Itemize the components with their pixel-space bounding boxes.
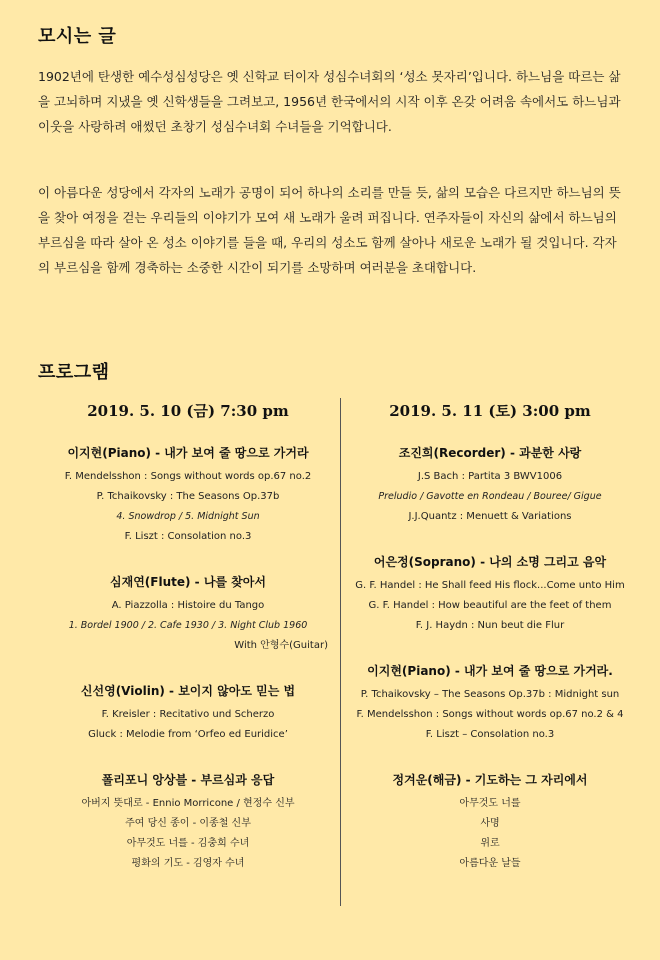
piece-line: G. F. Handel : He Shall feed His flock...Come unto Him (355, 580, 625, 591)
accompanist-line: With 안형수(Guitar) (234, 640, 328, 651)
piece-line: P. Tchaikovsky – The Seasons Op.37b : Midnight sun (360, 689, 620, 700)
piece-line: Gluck : Melodie from ‘Orfeo ed Euridice’ (88, 729, 288, 740)
day-1-date: 2019. 5. 10 (금) 7:30 pm (87, 402, 289, 420)
piece-line: 평화의 기도 - 김영자 수녀 (131, 858, 245, 869)
performance-block (38, 682, 338, 745)
performer-title: 이지현(Piano) - 내가 보여 줄 땅으로 가거라 (67, 446, 309, 460)
day-2-date: 2019. 5. 11 (토) 3:00 pm (389, 402, 591, 420)
invitation-paragraph-2: 이 아름다운 성당에서 각자의 노래가 공명이 되어 하나의 소리를 만들 듯, 삶의 모습은 다르지만 하느님의 뜻을 찾아 여정을 걷는 우리들의 이야기가 모여 새 노래가 울려 퍼집니다. 연주자들이 자신의 삶에서 하느님의 부르심을 따라 살아 온 성소 이야기를 들을 때, 우리의 성소도 함께 살아나 새로운 노래가 될 것입니다. 각자의 부르심을 함께 경축하는 소중한 시간이 되기를 소망하며 여러분을 초대합니다. (38, 185, 621, 275)
piece-line: F. J. Haydn : Nun beut die Flur (415, 620, 565, 631)
program-heading: 프로그램 (38, 362, 110, 383)
piece-line: J.J.Quantz : Menuett & Variations (408, 511, 572, 522)
performer-title: 심재연(Flute) - 나를 찾아서 (110, 575, 266, 589)
piece-line: 위로 (480, 838, 500, 849)
performer-title: 조진희(Recorder) - 과분한 사랑 (398, 446, 582, 460)
movement-line: 4. Snowdrop / 5. Midnight Sun (116, 511, 260, 522)
performance-block (340, 662, 640, 745)
performance-block (38, 573, 338, 656)
piece-line: F. Liszt – Consolation no.3 (425, 729, 555, 740)
piece-line: A. Piazzolla : Histoire du Tango (111, 600, 265, 611)
piece-line: F. Mendelsshon : Songs without words op.67 no.2 & 4 (356, 709, 624, 720)
piece-line: 아름다운 날들 (459, 858, 521, 869)
piece-line: G. F. Handel : How beautiful are the feet of them (368, 600, 612, 611)
performance-block (340, 553, 640, 636)
piece-line: 아버지 뜻대로 - Ennio Morricone / 현정수 신부 (81, 798, 295, 809)
movement-line: 1. Bordel 1900 / 2. Cafe 1930 / 3. Night Club 1960 (68, 620, 308, 631)
piece-line: 사명 (480, 818, 500, 829)
piece-line: F. Kreisler : Recitativo und Scherzo (101, 709, 275, 720)
program-day-2 (340, 398, 640, 900)
program-day-1 (38, 398, 338, 900)
piece-line: P. Tchaikovsky : The Seasons Op.37b (96, 491, 280, 502)
movement-line: Preludio / Gavotte en Rondeau / Bouree/ Gigue (378, 491, 602, 502)
performer-title: 정겨운(해금) - 기도하는 그 자리에서 (392, 773, 588, 787)
performer-title: 어은정(Soprano) - 나의 소명 그리고 음악 (373, 555, 607, 569)
invitation-paragraph-1: 1902년에 탄생한 예수성심성당은 옛 신학교 터이자 성심수녀회의 ‘성소 못자리’입니다. 하느님을 따르는 삶을 고뇌하며 지냈을 옛 신학생들을 그려보고, 1956년 한국에서의 시작 이후 온갖 어려움 속에서도 하느님과 이웃을 사랑하려 애썼던 초창기 성심수녀회 수녀들을 기억합니다. (38, 69, 621, 134)
piece-line: 주여 당신 종이 - 이종철 신부 (125, 818, 251, 829)
performer-title: 이지현(Piano) - 내가 보여 줄 땅으로 가거라. (367, 664, 613, 678)
piece-line: 아무것도 너를 - 김충희 수녀 (126, 838, 250, 849)
invitation-heading: 모시는 글 (38, 26, 117, 47)
performance-block (38, 771, 338, 874)
performer-title: 폴리포니 앙상블 - 부르심과 응답 (101, 773, 275, 787)
performer-title: 신선영(Violin) - 보이지 않아도 믿는 법 (80, 684, 296, 698)
piece-line: F. Liszt : Consolation no.3 (124, 531, 252, 542)
piece-line: J.S Bach : Partita 3 BWV1006 (417, 471, 563, 482)
performance-block (340, 771, 640, 874)
performance-block (38, 444, 338, 547)
piece-line: 아무것도 너를 (459, 798, 521, 809)
piece-line: F. Mendelsshon : Songs without words op.67 no.2 (64, 471, 312, 482)
performance-block (340, 444, 640, 527)
